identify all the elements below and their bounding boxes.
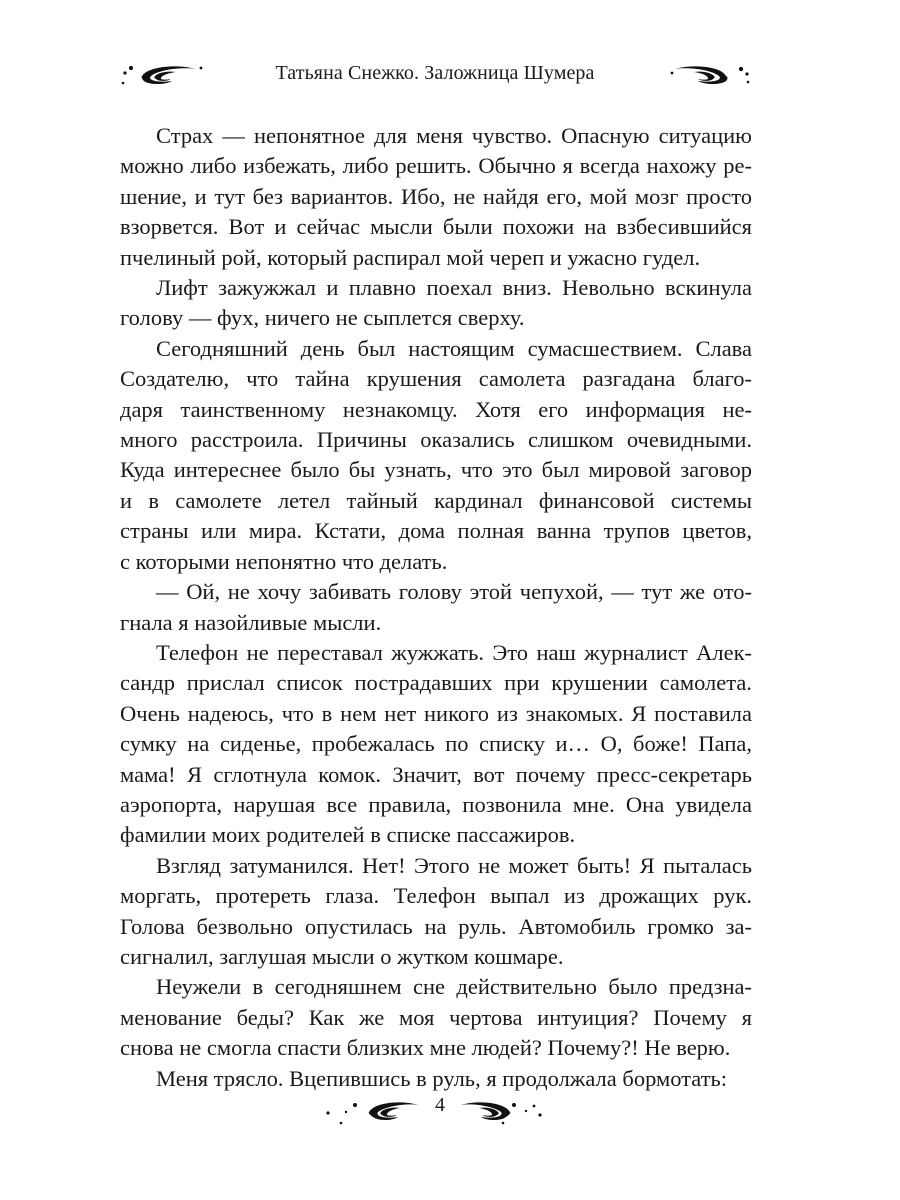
text-line: Телефон не переставал жужжать. Это наш журналист Алек- <box>156 639 752 665</box>
text-line: можно либо избежать, либо решить. Обычно я всегда нахожу ре- <box>120 153 752 179</box>
text-line: моргать, протереть глаза. Телефон выпал из дрожащих рук. <box>120 883 752 909</box>
text-line: и в самолете летел тайный кардинал финансовой системы <box>120 487 752 513</box>
text-line: Создателю, что тайна крушения самолета разгадана благо- <box>120 366 752 392</box>
text-line: Лифт зажужжал и плавно поехал вниз. Невольно вскинула <box>156 275 752 301</box>
text-line: гнала я назойливые мысли. <box>120 609 382 635</box>
text-line: страны или мира. Кстати, дома полная ванна трупов цветов, <box>120 518 752 544</box>
swirl-stars-ornament-icon <box>660 52 755 102</box>
text-line: фамилии моих родителей в списке пассажиров. <box>120 822 576 848</box>
page-number: 4 <box>435 1094 445 1116</box>
text-line: шение, и тут без вариантов. Ибо, не найдя его, мой мозг просто <box>120 183 752 209</box>
text-line: снова не смогла спасти близких мне людей? Почему?! Не верю. <box>120 1035 731 1061</box>
text-line: Очень надеюсь, что в нем нет никого из знакомых. Я поставила <box>120 700 752 726</box>
text-line: Голова безвольно опустилась на руль. Автомобиль громко за- <box>120 913 752 939</box>
text-line: менование беды? Как же моя чертова интуиция? Почему я <box>120 1004 752 1030</box>
text-line: Меня трясло. Вцепившись в руль, я продолжала бормотать: <box>156 1065 728 1091</box>
text-line: сандр прислал список пострадавших при крушении самолета. <box>120 670 752 696</box>
text-line: даря таинственному незнакомцу. Хотя его информация не- <box>120 396 752 422</box>
text-line: голову — фух, ничего не сыплется сверху. <box>120 305 525 331</box>
text-line: Сегодняшний день был настоящим сумасшествием. Слава <box>156 335 752 361</box>
running-header-title: Татьяна Снежко. Заложница Шумера <box>275 62 595 84</box>
text-line: аэропорта, нарушая все правила, позвонила мне. Она увидела <box>120 791 752 817</box>
text-line: Куда интереснее было бы узнать, что это был мировой заговор <box>120 457 752 483</box>
text-line: Неужели в сегодняшнем сне действительно было предзна- <box>156 974 752 1000</box>
text-line: пчелиный рой, который распирал мой череп и ужасно гудел. <box>120 244 701 270</box>
dialogue-line: — Ой, не хочу забивать голову этой чепухой, — тут же ото- <box>156 579 752 605</box>
text-line: мама! Я сглотнула комок. Значит, вот почему пресс-секретарь <box>120 761 752 787</box>
text-line: сигналил, заглушая мысли о жутком кошмаре. <box>120 943 564 969</box>
text-line: Страх — непонятное для меня чувство. Опасную ситуацию <box>156 123 752 148</box>
page-footer <box>320 1088 560 1138</box>
page-body <box>120 121 752 1094</box>
text-line: Взгляд затуманился. Нет! Этого не может быть! Я пыталась <box>156 852 752 878</box>
running-header <box>115 52 755 102</box>
text-line: с которыми непонятно что делать. <box>120 548 448 574</box>
text-line: сумку на сиденье, пробежалась по списку и… О, боже! Папа, <box>120 731 752 757</box>
text-line: взорвется. Вот и сейчас мысли были похожи на взбесившийся <box>120 214 752 240</box>
text-line: много расстроила. Причины оказались слишком очевидными. <box>120 427 752 453</box>
